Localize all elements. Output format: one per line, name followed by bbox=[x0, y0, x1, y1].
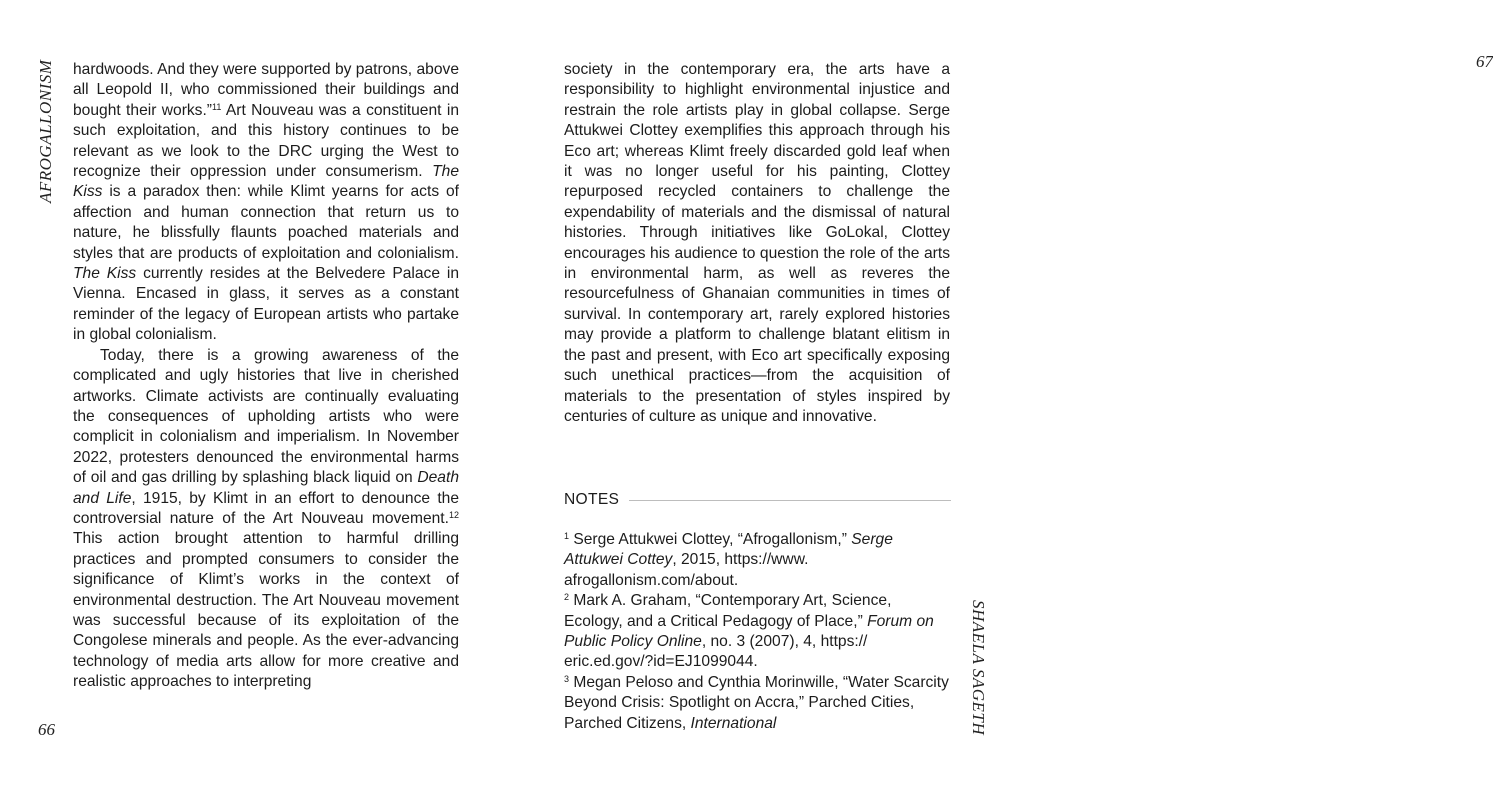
artwork-title: The Kiss bbox=[73, 163, 459, 201]
notes-list bbox=[564, 530, 954, 734]
paragraph: hardwoods. And they were supported by patrons, above all Leopold II, who commissioned their buildings and bought their works.”$^{11}$ Art Nouveau was a constituent in such exploitation, and this history continues to be relevant as we look to the DRC urging the West to recognize their oppression under consumerism. The Kiss is a paradox then: while Klimt yearns for acts of affection and human connection that return us to nature, he blissfully flaunts poached materials and styles that are products of exploitation and colonialism. The Kiss currently resides at the Belvedere Palace in Vienna. Encased in glass, it serves as a constant reminder of the legacy of European artists who partake in global colonialism. bbox=[73, 61, 460, 344]
page-number-left: 66 bbox=[38, 720, 55, 739]
footnote: $^1$ Serge Attukwei Clottey, “Afrogallonism,” Serge Attukwei Cottey, 2015, https://www. afrogallonism.com/about. bbox=[564, 531, 893, 589]
notes-divider bbox=[629, 500, 951, 501]
footnote: $^2$ Mark A. Graham, “Contemporary Art, Science, Ecology, and a Critical Pedagogy of Place,” Forum on Public Policy Online, no. 3 (2007), 4, https:// eric.ed.gov/?id=EJ1099044. bbox=[564, 592, 934, 671]
notes-header bbox=[564, 490, 951, 510]
footnote-number: 3 bbox=[564, 673, 570, 684]
paragraph: Today, there is a growing awareness of the complicated and ugly histories that live in cherished artworks. Climate activists are continually evaluating the consequences of upholding artists who were complicit in colonialism and imperialism. In November 2022, protesters denounced the environmental harms of oil and gas drilling by splashing black liquid on Death and Life, 1915, by Klimt in an effort to denounce the controversial nature of the Art Nouveau movement.$^{12}$ This action brought attention to harmful drilling practices and prompted consumers to consider the significance of Klimt’s works in the context of environmental destruction. The Art Nouveau movement was successful because of its exploitation of the Congolese minerals and people. As the ever-advancing technology of media arts allow for more creative and realistic approaches to interpreting bbox=[73, 346, 459, 691]
running-head-left: AFROGALLONISM bbox=[36, 59, 55, 203]
running-head-right: SHAELA SAGETH bbox=[969, 600, 988, 736]
artwork-title: Death and Life bbox=[73, 469, 459, 507]
paragraph: society in the contemporary era, the arts have a responsibility to highlight environmental injustice and restrain the role artists play in global collapse. Serge Attukwei Clottey exemplifies this approach through his Eco art; whereas Klimt freely discarded gold leaf when it was no longer useful for his painting, Clottey repurposed recycled containers to challenge the expendability of materials and the dismissal of natural histories. Through initiatives like GoLokal, Clottey encourages his audience to question the role of the arts in environmental harm, as well as reveres the resourcefulness of Ghanaian communities in times of survival. In contemporary art, rarely explored histories may provide a platform to challenge blatant elitism in the past and present, with Eco art specifically exposing such unethical practices—from the acquisition of materials to the presentation of styles inspired by centuries of culture as unique and innovative. bbox=[564, 61, 950, 425]
footnote-ref: 12 bbox=[448, 509, 459, 520]
footnote: $^3$ Megan Peloso and Cynthia Morinwille, “Water Scarcity Beyond Crisis: Spotlight on Accra,” Parched Cities, Parched Citizens, International bbox=[564, 673, 949, 732]
left-body-text bbox=[73, 60, 459, 693]
right-body-text bbox=[564, 60, 950, 427]
page-number-right: 67 bbox=[1476, 52, 1493, 71]
footnote-number: 1 bbox=[564, 531, 570, 541]
artwork-title: The Kiss bbox=[73, 265, 137, 283]
footnote-ref: 11 bbox=[212, 101, 222, 112]
footnote-number: 2 bbox=[564, 592, 570, 603]
notes-heading: NOTES bbox=[564, 491, 620, 508]
